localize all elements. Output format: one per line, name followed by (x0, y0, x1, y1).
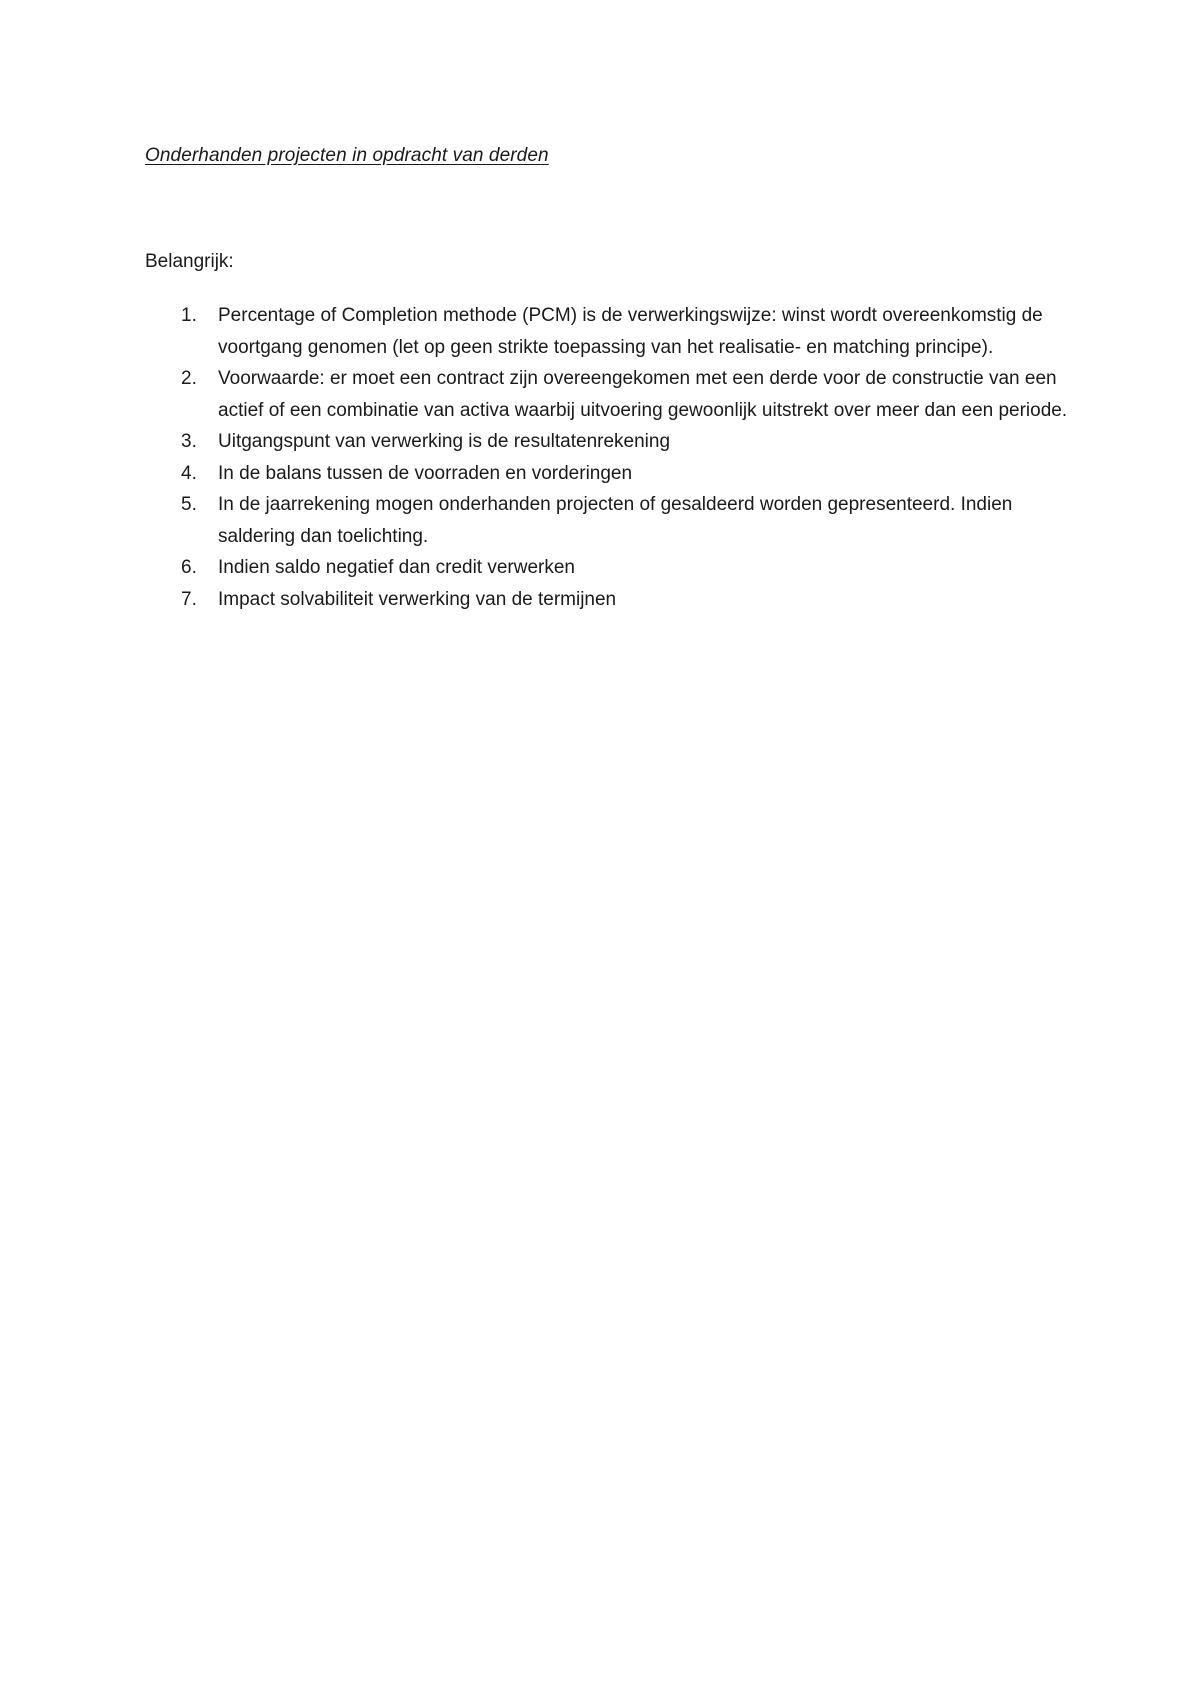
list-item-number: 2. (181, 368, 197, 389)
list-item (145, 458, 1085, 490)
intro-label: Belangrijk: (145, 251, 234, 272)
list-item-number: 3. (181, 431, 197, 452)
list-item (145, 363, 1085, 426)
list-item-text: Percentage of Completion methode (PCM) is de verwerkingswijze: winst wordt overeenkomstig de voortgang genomen (let op geen strikte toepassing van het realisatie- en matching principe). (218, 305, 1043, 358)
numbered-list (145, 300, 1085, 615)
list-item (145, 552, 1085, 584)
list-item (145, 300, 1085, 363)
list-item-text: In de balans tussen de voorraden en vorderingen (218, 462, 633, 484)
list-item-number: 4. (181, 462, 197, 484)
list-item-text: Indien saldo negatief dan credit verwerken (218, 557, 576, 578)
list-item-text: Voorwaarde: er moet een contract zijn overeengekomen met een derde voor de constructie van een actief of een combinatie van activa waarbij uitvoering gewoonlijk uitstrekt over meer dan een periode. (218, 368, 1068, 421)
list-item (145, 489, 1085, 552)
list-item-number: 1. (181, 305, 197, 326)
list-item-text: Uitgangspunt van verwerking is de resultatenrekening (218, 431, 671, 452)
list-item (145, 584, 1085, 616)
list-item (145, 426, 1085, 458)
list-item-text: Impact solvabiliteit verwerking van de termijnen (218, 588, 617, 610)
list-item-number: 7. (181, 588, 197, 610)
list-item-text: In de jaarrekening mogen onderhanden projecten of gesaldeerd worden gepresenteerd. Indien saldering dan toelichting. (218, 494, 1013, 547)
list-item-number: 5. (181, 494, 197, 515)
list-item-number: 6. (181, 557, 197, 578)
document-title: Onderhanden projecten in opdracht van derden (145, 145, 549, 166)
